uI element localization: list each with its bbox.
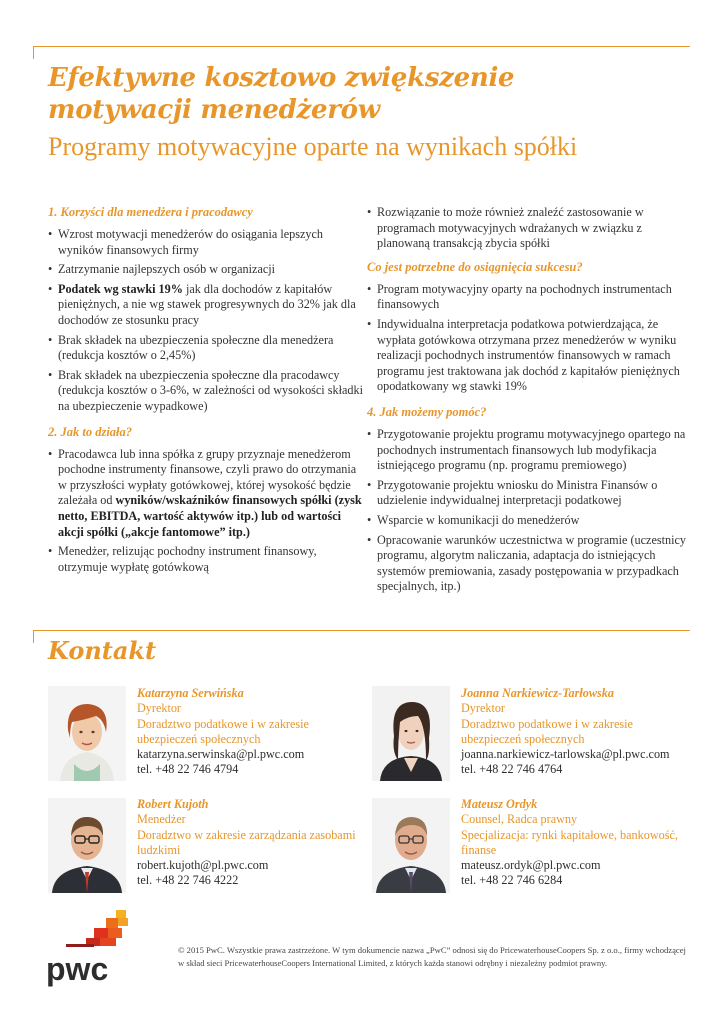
contact-role: Menedżer <box>137 812 186 827</box>
section-heading-help: 4. Jak możemy pomóc? <box>367 404 487 419</box>
page-title <box>48 62 688 126</box>
emphasis-text: Podatek wg stawki 19% <box>58 281 183 296</box>
left-column <box>48 205 368 579</box>
how-it-works-list <box>48 447 368 576</box>
kontakt-divider-tick <box>33 630 34 643</box>
list-item: • Wzrost motywacji menedżerów do osiągania lepszych wyników finansowych firmy <box>48 227 368 258</box>
avatar-mateusz <box>372 798 450 893</box>
contact-department: Doradztwo podatkowe i w zakresie ubezpieczeń społecznych <box>461 716 633 746</box>
contact-name: Katarzyna Serwińska <box>137 686 244 700</box>
right-column <box>367 205 687 599</box>
pwc-logo-text: pwc <box>46 951 109 987</box>
top-divider <box>33 46 690 47</box>
kontakt-divider <box>33 630 690 631</box>
list-item: • Brak składek na ubezpieczenia społeczne dla pracodawcy (redukcja kosztów o 3-6%, w zależności od wysokości składki na ubezpieczenie wypadkowe) <box>48 368 368 415</box>
contact-department: Doradztwo w zakresie zarządzania zasobami ludzkimi <box>137 827 356 857</box>
list-item: • Pracodawca lub inna spółka z grupy przyznaje menedżerom pochodne instrumenty finansowe, czyli prawo do otrzymania w przyszłości wypłaty gotówkowej, której wysokość będzie zależała od wyników/wskaźników finansowych spółki (zysk netto, EBITDA, wartość aktywów itp.) lub od wartości akcji spółki („akcje fantomowe” itp.) <box>48 447 368 541</box>
transaction-list <box>367 205 687 252</box>
contact-role: Dyrektor <box>137 701 181 716</box>
contact-card <box>461 686 691 778</box>
contact-name: Mateusz Ordyk <box>461 797 538 811</box>
help-list <box>367 427 687 595</box>
contact-phone: tel. +48 22 746 4794 <box>137 762 239 777</box>
list-item: • Program motywacyjny oparty na pochodnych instrumentach finansowych <box>367 282 687 313</box>
contact-name: Robert Kujoth <box>137 797 209 811</box>
section-heading-how-it-works: 2. Jak to działa? <box>48 424 133 439</box>
contact-department: Specjalizacja: rynki kapitałowe, bankowość, finanse <box>461 827 678 857</box>
list-item: • Brak składek na ubezpieczenia społeczne dla menedżera (redukcja kosztów o 2,45%) <box>48 333 368 364</box>
section-heading-success: Co jest potrzebne do osiągnięcia sukcesu? <box>367 259 583 274</box>
kontakt-heading: Kontakt <box>48 636 157 665</box>
benefits-list <box>48 227 368 415</box>
list-item: • Wsparcie w komunikacji do menedżerów <box>367 513 687 529</box>
list-item: • Indywidualna interpretacja podatkowa potwierdzająca, że wypłata gotówkowa otrzymana przez menedżerów w wyniku realizacji pochodnych instrumentów finansowych w ramach programu jest traktowana jak dochód z kapitałów pieniężnych opodatkowany wg stawki 19% <box>367 317 687 395</box>
list-item: • Menedżer, relizując pochodny instrument finansowy, otrzymuje wypłatę gotówkową <box>48 544 368 575</box>
footer-copyright: © 2015 PwC. Wszystkie prawa zastrzeżone. W tym dokumencie nazwa „PwC” odnosi się do PricewaterhouseCoopers Sp. z o.o., firmy wchodzącej w skład sieci PricewaterhouseCoopers International Limited, z których każda stanowi odrębny i niezależny podmiot prawny. <box>178 945 686 968</box>
contact-email[interactable]: mateusz.ordyk@pl.pwc.com <box>461 858 601 873</box>
contact-card <box>137 686 367 778</box>
avatar-robert <box>48 798 126 893</box>
pwc-logo <box>46 908 136 988</box>
contact-email[interactable]: katarzyna.serwinska@pl.pwc.com <box>137 747 305 762</box>
title-line-1: Efektywne kosztowo zwiększenie <box>48 63 515 93</box>
emphasis-text: wyników/wskaźników finansowych spółki (zysk netto, EBITDA, wartość aktywów itp.) lub od wartości akcji spółki („akcje fantomowe” itp.) <box>58 493 362 539</box>
contact-role: Counsel, Radca prawny <box>461 812 578 827</box>
list-item: • Rozwiązanie to może również znaleźć zastosowanie w programach motywacyjnych wdrażanych w związku z planowaną transakcją zbycia spółki <box>367 205 687 252</box>
contact-department: Doradztwo podatkowe i w zakresie ubezpieczeń społecznych <box>137 716 309 746</box>
contact-name: Joanna Narkiewicz-Tarłowska <box>461 686 614 700</box>
list-item: • Przygotowanie projektu programu motywacyjnego opartego na pochodnych instrumentach finansowych lub modyfikacja istniejącego programu (np. programu premiowego) <box>367 427 687 474</box>
contact-card <box>461 797 691 889</box>
contact-phone: tel. +48 22 746 4222 <box>137 873 239 888</box>
list-item: • Przygotowanie projektu wniosku do Ministra Finansów o udzielenie indywidualnej interpretacji podatkowej <box>367 478 687 509</box>
top-divider-tick <box>33 46 34 59</box>
title-line-2: motywacji menedżerów <box>48 95 380 125</box>
contact-email[interactable]: joanna.narkiewicz-tarlowska@pl.pwc.com <box>461 747 670 762</box>
list-item: • Zatrzymanie najlepszych osób w organizacji <box>48 262 368 278</box>
list-item: • Podatek wg stawki 19% jak dla dochodów z kapitałów pieniężnych, a nie wg stawek progresywnych do 32% jak dla dochodów ze stosunku pracy <box>48 282 368 329</box>
success-list <box>367 282 687 395</box>
section-heading-benefits: 1. Korzyści dla menedżera i pracodawcy <box>48 205 253 219</box>
contact-phone: tel. +48 22 746 4764 <box>461 762 563 777</box>
avatar-joanna <box>372 686 450 781</box>
contact-role: Dyrektor <box>461 701 505 716</box>
avatar-katarzyna <box>48 686 126 781</box>
page-subtitle: Programy motywacyjne oparte na wynikach spółki <box>48 132 578 161</box>
contact-phone: tel. +48 22 746 6284 <box>461 873 563 888</box>
contact-card <box>137 797 367 889</box>
contact-email[interactable]: robert.kujoth@pl.pwc.com <box>137 858 269 873</box>
list-item: • Opracowanie warunków uczestnictwa w programie (uczestnicy programu, algorytm naliczania, adaptacja do istniejących systemów premiowania, zasady postępowania w przypadkach specjalnych, itp.) <box>367 533 687 595</box>
